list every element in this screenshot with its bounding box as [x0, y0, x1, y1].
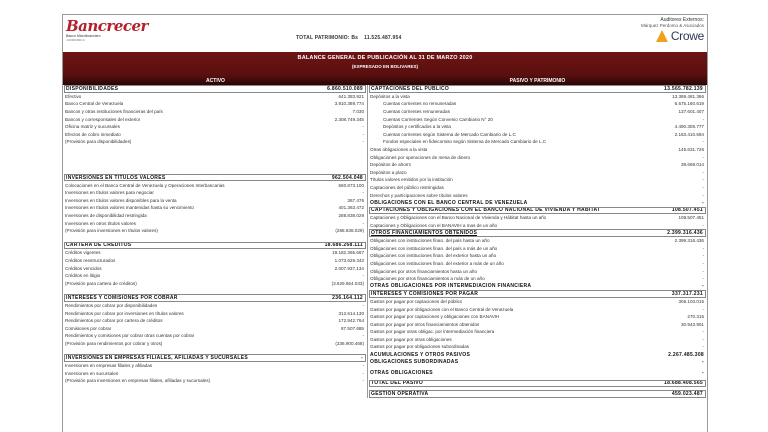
line-item-row	[64, 197, 366, 205]
line-item-row	[64, 227, 366, 235]
row-label: OTRAS OBLIGACIONES POR INTERMEDIACION FINANCIERA	[370, 283, 532, 290]
crowe-wordmark: Crowe	[670, 29, 704, 43]
row-value: -	[702, 268, 704, 274]
row-value: -	[702, 192, 704, 198]
row-value: 270.315	[687, 314, 704, 320]
row-label: Inversiones de disponibilidad restringida	[65, 213, 147, 219]
row-value: (336.900.468)	[335, 340, 364, 346]
line-item-row	[369, 343, 706, 351]
line-item-row	[369, 267, 706, 275]
row-value: -	[702, 283, 704, 290]
line-item-row	[369, 153, 706, 161]
spacer	[64, 153, 366, 160]
row-label: (Provisión para disponibilidades)	[65, 139, 132, 145]
spacer	[64, 167, 366, 174]
column-header-pasivo: PASIVO Y PATRIMONIO	[509, 78, 566, 84]
spacer	[64, 347, 366, 354]
line-item-row	[64, 317, 366, 325]
section-total-row	[64, 85, 366, 93]
row-label: Efectos de cobro inmediato	[65, 131, 121, 137]
row-label: Depósitos a plazo	[370, 169, 407, 175]
row-label: Comisiones por cobrar	[65, 325, 112, 331]
row-value: 337.317.231	[671, 290, 703, 297]
row-value: 4.490.308.777	[674, 124, 704, 130]
section-total-row	[369, 282, 706, 290]
line-item-row	[64, 189, 366, 197]
line-item-row	[64, 377, 366, 385]
row-label: Cuentas corrientes según Sistema de Mercado Cambiario de L.C	[383, 131, 516, 137]
row-value: 145.631.726	[678, 147, 704, 153]
title-banner	[63, 52, 707, 85]
row-label: INTERESES Y COMISIONES POR PAGAR	[371, 290, 479, 297]
row-value: -	[702, 139, 704, 145]
row-label: (Provisión para inversiones en títulos valores)	[65, 228, 158, 234]
row-label: Créditos reestructurados	[65, 257, 116, 263]
row-label: Obligaciones con instituciones finan. del exterior hasta un año	[370, 253, 497, 259]
sub-item-row	[369, 138, 706, 146]
row-value: 18.688.408.565	[664, 380, 703, 387]
row-label: Obligaciones con instituciones finan. del exterior a más de un año	[370, 260, 504, 266]
line-item-row	[64, 108, 366, 116]
row-label: ACUMULACIONES Y OTROS PASIVOS	[370, 351, 471, 358]
row-value: -	[702, 185, 704, 191]
section-total-row	[369, 351, 706, 359]
section-total-row	[369, 207, 706, 215]
row-value: 367.476	[347, 197, 364, 203]
row-label: Obligaciones por otros financiamientos a más de un año	[370, 276, 485, 282]
line-item-row	[64, 93, 366, 101]
line-item-row	[369, 298, 706, 306]
row-label: Rendimientos por cobrar por inversiones en títulos valores	[65, 310, 184, 316]
sub-item-row	[369, 100, 706, 108]
row-value: -	[702, 116, 704, 122]
row-label: Rendimientos por cobrar por disponibilidades	[65, 302, 158, 308]
section-total-row	[369, 358, 706, 366]
row-value: 288.838.029	[338, 213, 364, 219]
line-item-row	[64, 332, 366, 340]
row-value: 459.023.487	[671, 390, 703, 397]
line-item-row	[64, 257, 366, 265]
total-patrimonio	[296, 35, 401, 41]
row-label: Captaciones y Obligaciones con el Banco Nacional de Vivienda y Hábitat hasta un año	[370, 215, 547, 221]
row-label: GESTION OPERATIVA	[371, 390, 429, 397]
row-value: -	[362, 124, 364, 130]
row-label: Gastos por pagar por obligaciones con el Banco Central de Venezuela	[370, 306, 514, 312]
line-item-row	[64, 324, 366, 332]
line-item-row	[369, 176, 706, 184]
row-value: 172.942.764	[338, 318, 364, 324]
document-subtitle: (EXPRESADO EN BOLIVARES)	[352, 64, 418, 69]
spacer	[64, 287, 366, 294]
row-label: Cuentas corrientes no remuneradas	[383, 101, 457, 107]
line-item-row	[64, 219, 366, 227]
line-item-row	[64, 131, 366, 139]
section-total-row	[64, 294, 366, 302]
row-value: -	[702, 253, 704, 259]
row-label: INVERSIONES EN TITULOS VALORES	[66, 174, 166, 181]
row-label: Depósitos y certificados a la vista	[383, 124, 451, 130]
row-value: 306.103.015	[678, 298, 704, 304]
row-value: -	[362, 302, 364, 308]
line-item-row	[369, 244, 706, 252]
row-value: 312.614.130	[338, 310, 364, 316]
line-item-row	[64, 100, 366, 108]
row-value: -	[702, 306, 704, 312]
row-label: Banco Central de Venezuela	[65, 101, 124, 107]
logo-subtitle: Banco Microfinanciero	[66, 34, 101, 38]
row-value: 13.369.481.366	[672, 93, 704, 99]
section-total-row	[369, 199, 706, 207]
line-item-row	[64, 362, 366, 370]
row-value: -	[702, 169, 704, 175]
row-value: -	[702, 245, 704, 251]
line-item-row	[369, 275, 706, 283]
logo-rif: J-00000000-0	[66, 38, 85, 42]
logo-wordmark: Bancrecer	[66, 17, 148, 35]
sub-item-row	[369, 108, 706, 116]
row-value: 1.073.629.343	[334, 257, 364, 263]
row-label: Inversiones en sucursales	[65, 370, 119, 376]
row-value: -	[362, 363, 364, 369]
row-value: 2.163.410.594	[674, 131, 704, 137]
row-value: 2.308.749.345	[334, 116, 364, 122]
row-label: CAPTACIONES Y OBLIGACIONES CON EL BANCO NACIONAL DE VIVIENDA Y HÁBITAT	[371, 207, 601, 214]
line-item-row	[369, 161, 706, 169]
auditors-firm: Márquez Perdomo & Asociados	[640, 23, 704, 28]
row-value: -	[362, 139, 364, 145]
row-label: Depósitos a la vista	[370, 93, 410, 99]
line-item-row	[64, 340, 366, 348]
line-item-row	[369, 222, 706, 230]
line-item-row	[64, 249, 366, 257]
row-label: Inversiones en títulos valores para negociar	[65, 190, 154, 196]
row-label: Cuentas Corrientes Según Convenio Cambiario N° 20	[383, 116, 493, 122]
row-label: Gastos por pagar por captaciones y obligaciones con BANAVIH	[370, 314, 500, 320]
row-value: -	[702, 369, 704, 376]
row-value: -	[362, 131, 364, 137]
row-label: OTRAS OBLIGACIONES	[370, 369, 433, 376]
section-total-row	[64, 242, 366, 250]
row-value: 108.507.451	[678, 215, 704, 221]
row-value: 401.363.472	[338, 205, 364, 211]
row-label: Fondos especiales en fideicomiso según Sistema de Mercado Cambiario de L.C	[383, 139, 547, 145]
section-total-row	[369, 380, 706, 388]
line-item-row	[64, 272, 366, 280]
row-label: Gastos por pagar por obligaciones subordinadas	[370, 344, 470, 350]
section-total-row	[369, 369, 706, 377]
row-label: Captaciones del público restringidas	[370, 185, 444, 191]
spacer	[64, 160, 366, 167]
section-total-row	[369, 290, 706, 298]
row-value: 137.601.407	[678, 109, 704, 115]
auditors-label: Auditores Externos:	[660, 17, 704, 23]
balance-body	[63, 85, 707, 398]
line-item-row	[369, 313, 706, 321]
line-item-row	[369, 93, 706, 101]
line-item-row	[369, 214, 706, 222]
row-label: Créditos vigentes	[65, 250, 101, 256]
row-value: -	[702, 260, 704, 266]
row-value: 87.507.685	[341, 325, 364, 331]
line-item-row	[369, 191, 706, 199]
sub-item-row	[369, 131, 706, 139]
row-value: 7.030	[352, 109, 364, 115]
crowe-triangle-icon	[656, 30, 668, 42]
row-value: -	[702, 154, 704, 160]
line-item-row	[64, 302, 366, 310]
line-item-row	[369, 146, 706, 154]
column-header-activo: ACTIVO	[206, 78, 225, 84]
spacer	[64, 235, 366, 242]
row-label: Créditos en litigio	[65, 273, 101, 279]
line-item-row	[64, 181, 366, 189]
row-value: 2.267.485.308	[668, 351, 704, 358]
line-item-row	[369, 184, 706, 192]
section-total-row	[64, 174, 366, 182]
row-label: OTROS FINANCIAMIENTOS OBTENIDOS	[371, 230, 478, 237]
row-value: -	[702, 177, 704, 183]
row-label: Depósitos de ahorro	[370, 162, 412, 168]
activo-column	[63, 85, 368, 398]
spacer	[64, 146, 366, 153]
row-label: Derechos y participaciones sobre títulos valores	[370, 192, 468, 198]
row-label: CAPTACIONES DEL PÚBLICO	[371, 85, 450, 92]
line-item-row	[369, 252, 706, 260]
row-value: 6.860.510.089	[327, 85, 363, 92]
row-label: Bancos y corresponsales del exterior	[65, 116, 141, 122]
line-item-row	[369, 260, 706, 268]
row-label: (Provisión para inversiones en empresas filiales, afiliadas y sucursales)	[65, 378, 211, 384]
line-item-row	[64, 279, 366, 287]
line-item-row	[64, 115, 366, 123]
row-value: 30.943.901	[681, 321, 704, 327]
row-label: Efectivo	[65, 93, 82, 99]
document-title: BALANCE GENERAL DE PUBLICACIÓN AL 31 DE MARZO 2020	[297, 55, 473, 61]
row-value: -	[702, 359, 704, 366]
section-total-row	[64, 354, 366, 362]
line-item-row	[64, 309, 366, 317]
row-value: 2.007.937.134	[334, 265, 364, 271]
line-item-row	[369, 305, 706, 313]
row-value: -	[702, 329, 704, 335]
row-value: -	[702, 199, 704, 206]
line-item-row	[64, 123, 366, 131]
row-label: Bancos y otras instituciones financieras del país	[65, 109, 163, 115]
row-label: Captaciones y Obligaciones con el BANAVIH a mas de un año	[370, 222, 498, 228]
bancrecer-logo	[66, 17, 148, 42]
line-item-row	[64, 369, 366, 377]
row-value: 962.504.048	[331, 174, 363, 181]
row-label: Gastos por pagar por captaciones del público	[370, 298, 463, 304]
section-total-row	[369, 229, 706, 237]
document-header	[63, 15, 707, 52]
row-label: Créditos vencidos	[65, 265, 102, 271]
row-value: -	[702, 222, 704, 228]
line-item-row	[64, 212, 366, 220]
total-patrimonio-label: TOTAL PATRIMONIO: Bs	[296, 35, 359, 41]
row-value: -	[362, 220, 364, 226]
row-value: (288.838.029)	[335, 228, 364, 234]
row-label: Rendimientos y comisiones por cobrar otras cuentas por cobrar	[65, 333, 195, 339]
line-item-row	[64, 204, 366, 212]
row-label: OBLIGACIONES SUBORDINADAS	[370, 359, 459, 366]
row-label: Gastos por pagar por otras obligaciones	[370, 336, 452, 342]
row-label: Otras obligaciones a la vista	[370, 147, 428, 153]
line-item-row	[369, 237, 706, 245]
row-label: TOTAL DEL PASIVO	[371, 380, 424, 387]
auditors-block	[641, 17, 704, 43]
line-item-row	[369, 169, 706, 177]
row-label: Oficina matriz y sucursales	[65, 124, 120, 130]
row-label: Obligaciones con instituciones finan. del país a más de un año	[370, 245, 498, 251]
row-value: -	[702, 276, 704, 282]
row-value: 19.182.365.667	[332, 250, 364, 256]
row-value: -	[361, 355, 363, 362]
row-label: Inversiones en otros títulos valores	[65, 220, 136, 226]
crowe-logo	[641, 29, 704, 43]
row-label: Inversiones en títulos valores mantenidas hasta su vencimiento	[65, 205, 194, 211]
row-label: Inversiones en títulos valores disponibles para la venta	[65, 197, 177, 203]
row-label: (Provisión para rendimientos por cobrar y otros)	[65, 340, 163, 346]
row-label: Rendimientos por cobrar por cartera de créditos	[65, 318, 163, 324]
row-label: Gastos por pagar por otros financiamientos obtenidos	[370, 321, 480, 327]
row-value: 2.399.316.436	[674, 238, 704, 244]
row-label: DISPONIBILIDADES	[66, 85, 119, 92]
row-value: 236.164.112	[332, 294, 363, 301]
row-label: Títulos valores emitidos por la institución	[370, 177, 453, 183]
row-label: Obligaciones por operaciones de mesa de dinero	[370, 154, 471, 160]
row-value: 6.575.160.619	[674, 101, 704, 107]
row-value: 108.507.451	[671, 207, 703, 214]
row-value: 641.383.921	[338, 93, 364, 99]
row-label: CARTERA DE CRÉDITOS	[66, 242, 132, 249]
row-value: 560.873.100	[338, 182, 364, 188]
row-value: 18.686.268.111	[324, 242, 363, 249]
row-value: 2.399.316.436	[667, 230, 703, 237]
line-item-row	[64, 264, 366, 272]
row-value: -	[702, 336, 704, 342]
row-label: INVERSIONES EN EMPRESAS FILIALES, AFILIADAS Y SUCURSALES	[66, 355, 249, 362]
line-item-row	[369, 328, 706, 336]
row-label: (Provisión para cartera de créditos)	[65, 280, 137, 286]
sub-item-row	[369, 123, 706, 131]
section-total-row	[369, 85, 706, 93]
row-value: -	[362, 370, 364, 376]
row-value: -	[362, 273, 364, 279]
total-patrimonio-value: 11.525.487.954	[364, 35, 402, 41]
row-value: -	[702, 344, 704, 350]
sub-item-row	[369, 115, 706, 123]
line-item-row	[64, 138, 366, 146]
row-label: INTERESES Y COMISIONES POR COBRAR	[66, 294, 178, 301]
row-label: Cuentas corrientes remuneradas	[383, 109, 450, 115]
row-label: Gastos por pagar otras obligac. por intermediación financiera	[370, 329, 495, 335]
balance-sheet-document	[62, 14, 708, 432]
row-label: Inversiones en empresas filiales y afiliadas	[65, 363, 153, 369]
row-label: OBLIGACIONES CON EL BANCO CENTRAL DE VENEZUELA	[370, 199, 528, 206]
row-value: -	[362, 378, 364, 384]
pasivo-column	[368, 85, 707, 398]
row-value: 13.565.782.139	[664, 85, 703, 92]
row-value: 3.910.369.774	[334, 101, 364, 107]
line-item-row	[369, 320, 706, 328]
row-label: Obligaciones con instituciones finan. del país hasta un año	[370, 238, 490, 244]
row-value: 39.669.014	[681, 162, 704, 168]
row-label: Obligaciones por otros financiamientos hasta un año	[370, 268, 477, 274]
row-value: -	[362, 190, 364, 196]
row-label: Colocaciones en el Banco Central de Venezuela y Operaciones Interbancarias	[65, 182, 225, 188]
row-value: (3.629.664.033)	[331, 280, 364, 286]
section-total-row	[369, 390, 706, 398]
line-item-row	[369, 336, 706, 344]
row-value: -	[362, 333, 364, 339]
